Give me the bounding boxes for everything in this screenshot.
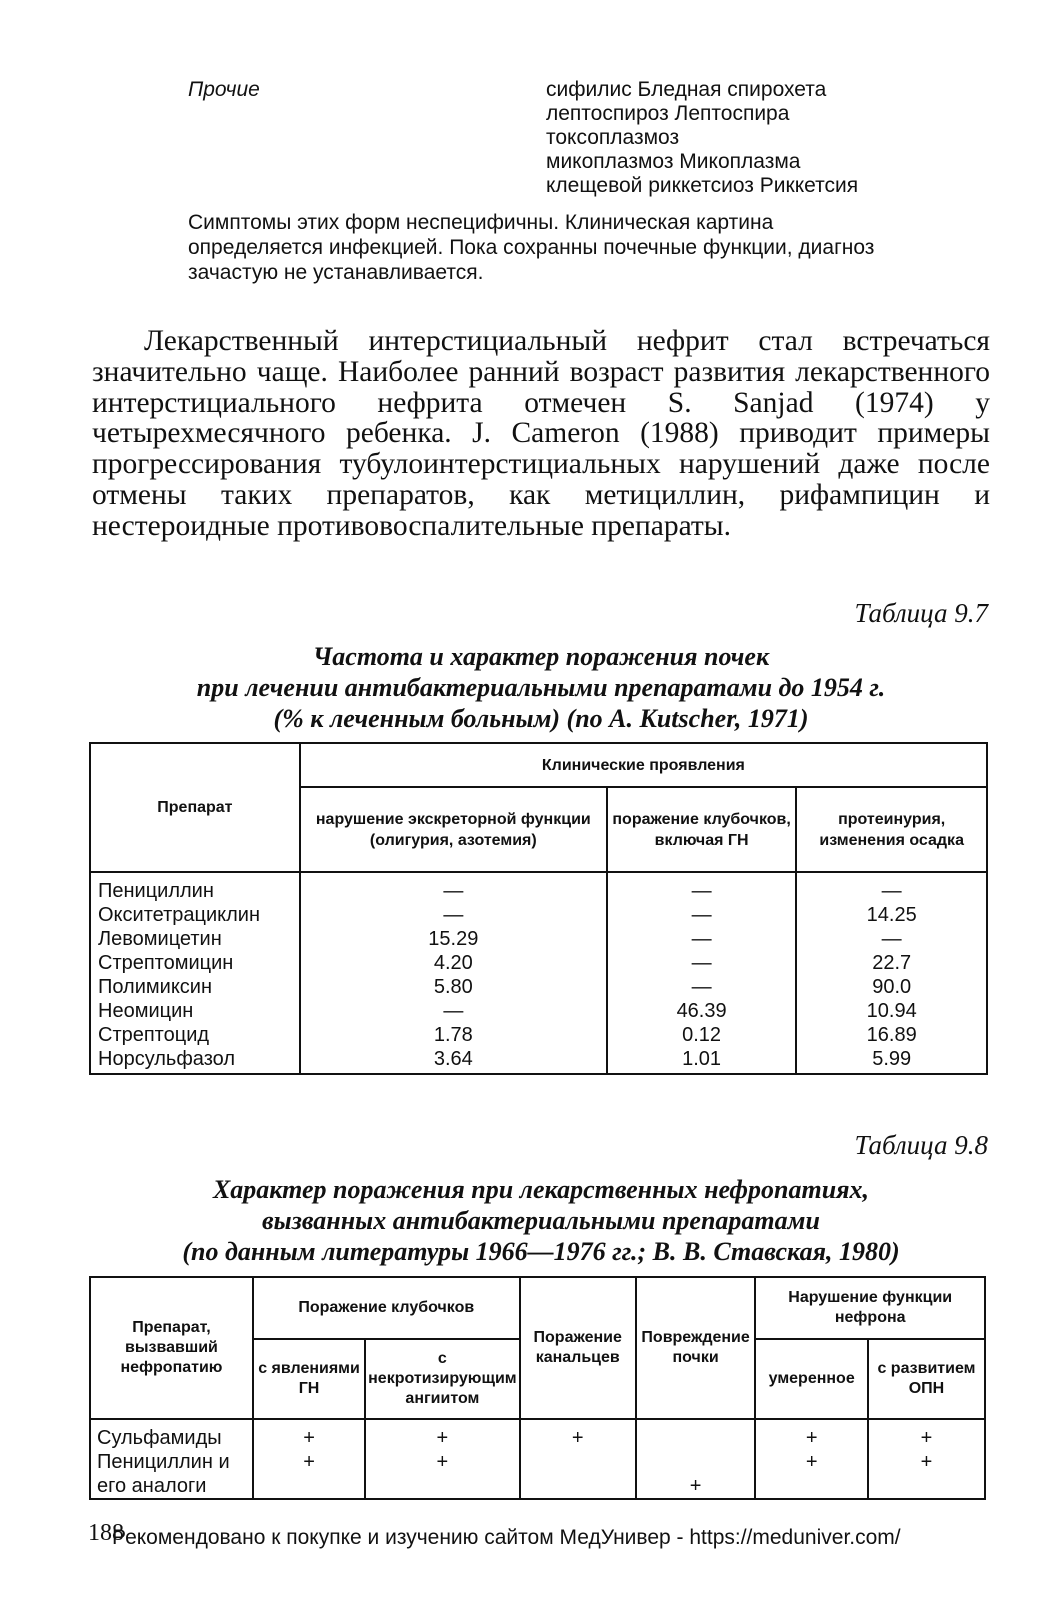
cell-value: + (755, 1450, 868, 1499)
cell-value: — (607, 975, 797, 999)
drug-name: Стрептоцид (90, 1023, 300, 1047)
cell-value: 10.94 (796, 999, 987, 1023)
cell-value: 3.64 (300, 1047, 607, 1074)
cell-value: + (868, 1419, 985, 1450)
drug-name: Полимиксин (90, 975, 300, 999)
drug-name: Пенициллин и его аналоги (90, 1450, 253, 1499)
cell-value (520, 1450, 636, 1499)
header-clinical-group: Клинические проявления (300, 743, 987, 787)
cell-value: 0.12 (607, 1023, 797, 1047)
cell-value: 16.89 (796, 1023, 987, 1047)
list-item: клещевой риккетсиоз Риккетсия (546, 174, 859, 197)
table-9-8 (89, 1276, 986, 1500)
cell-value: — (796, 872, 987, 903)
cell-value: + (520, 1419, 636, 1450)
cell-value: + (253, 1450, 365, 1499)
table-row (90, 1419, 985, 1450)
cell-value: — (607, 872, 797, 903)
table-9-7 (89, 742, 988, 1075)
table-9-8-title (92, 1174, 990, 1267)
drug-name: Стрептомицин (90, 951, 300, 975)
list-item: токсоплазмоз (546, 126, 680, 149)
table-9-8-label: Таблица 9.8 (854, 1130, 988, 1160)
cell-value (636, 1419, 756, 1450)
page-number: 188 (88, 1520, 124, 1546)
category-label: Прочие (188, 78, 260, 101)
drug-name: Неомицин (90, 999, 300, 1023)
cell-value: 4.20 (300, 951, 607, 975)
header-drug: Препарат (90, 743, 300, 872)
body-paragraph: Лекарственный интерстициальный нефрит стал встречаться значительно чаще. Наиболее ранний возраст развития лекарственного интерстициального нефрита отмечен S. Sanjad (1974) у четырехмесячного ребенка. J. Cameron (1988) приводит примеры прогрессирования тубулоинтерстициальных нарушений даже после отмены таких препаратов, как метициллин, рифампицин и нестероидные противовоспалительные препараты. (92, 325, 990, 542)
cell-value: 5.99 (796, 1047, 987, 1074)
table-row (90, 872, 987, 903)
symptoms-note: Симптомы этих форм неспецифичны. Клиническая картина определяется инфекцией. Пока сохранны почечные функции, диагноз зачастую не устанавливается. (188, 211, 875, 284)
cell-value: + (253, 1419, 365, 1450)
header-proteinuria: протеинурия, изменения осадка (796, 787, 987, 872)
table-row (90, 1047, 987, 1074)
title-line: при лечении антибактериальными препаратами до 1954 г. (196, 673, 886, 702)
title-line: вызванных антибактериальными препаратами (262, 1206, 820, 1235)
cell-value: 22.7 (796, 951, 987, 975)
cell-value: + (636, 1450, 756, 1499)
cell-value: 46.39 (607, 999, 797, 1023)
title-line: (по данным литературы 1966—1976 гг.; В. В. Ставская, 1980) (182, 1237, 900, 1266)
cell-value: — (607, 951, 797, 975)
cell-value: — (796, 927, 987, 951)
list-item: сифилис Бледная спирохета (546, 78, 827, 101)
title-line: (% к леченным больным) (по A. Kutscher, 1971) (273, 704, 809, 733)
drug-name: Пенициллин (90, 872, 300, 903)
header-tubules: Поражение канальцев (520, 1277, 636, 1419)
table-row (90, 975, 987, 999)
cell-value: 15.29 (300, 927, 607, 951)
cell-value: + (868, 1450, 985, 1499)
cell-value: + (365, 1450, 519, 1499)
list-item: лептоспироз Лептоспира (546, 102, 790, 125)
cell-value: — (300, 903, 607, 927)
header-glomerular-gn: с явлениями ГН (253, 1339, 365, 1419)
table-row (90, 951, 987, 975)
header-glomerular-group: Поражение клубочков (253, 1277, 520, 1339)
drug-name: Сульфамиды (90, 1419, 253, 1450)
header-nephron-opn: с развитием ОПН (868, 1339, 985, 1419)
drug-name: Норсульфазол (90, 1047, 300, 1074)
cell-value: 1.01 (607, 1047, 797, 1074)
title-line: Частота и характер поражения почек (312, 642, 770, 671)
cell-value: 14.25 (796, 903, 987, 927)
header-nephron-moderate: умеренное (755, 1339, 868, 1419)
table-row (90, 1450, 985, 1499)
drug-name: Окситетрациклин (90, 903, 300, 927)
list-item: микоплазмоз Микоплазма (546, 150, 801, 173)
table-row (90, 903, 987, 927)
table-row (90, 927, 987, 951)
cell-value: — (607, 927, 797, 951)
header-glomerular: поражение клубочков, включая ГН (607, 787, 797, 872)
header-glomerular-necrotizing: с некротизирующим ангиитом (365, 1339, 519, 1419)
drug-name: Левомицетин (90, 927, 300, 951)
table-row (90, 1023, 987, 1047)
cell-value: — (300, 999, 607, 1023)
table-row (90, 999, 987, 1023)
table-9-7-title (92, 641, 990, 734)
cell-value: — (300, 872, 607, 903)
footer-note: Рекомендовано к покупке и изучению сайтом МедУнивер - https://meduniver.com/ (112, 1526, 901, 1549)
title-line: Характер поражения при лекарственных нефропатиях, (212, 1175, 870, 1204)
table-9-7-label: Таблица 9.7 (854, 598, 988, 628)
header-kidney-damage: Повреждение почки (636, 1277, 756, 1419)
cell-value: 5.80 (300, 975, 607, 999)
pathogen-list (546, 78, 858, 198)
header-nephron-group: Нарушение функции нефрона (755, 1277, 985, 1339)
cell-value: 90.0 (796, 975, 987, 999)
cell-value: — (607, 903, 797, 927)
cell-value: + (755, 1419, 868, 1450)
header-excretory: нарушение экскреторной функции (олигурия, азотемия) (300, 787, 607, 872)
cell-value: 1.78 (300, 1023, 607, 1047)
header-drug: Препарат, вызвавший нефропатию (90, 1277, 253, 1419)
cell-value: + (365, 1419, 519, 1450)
